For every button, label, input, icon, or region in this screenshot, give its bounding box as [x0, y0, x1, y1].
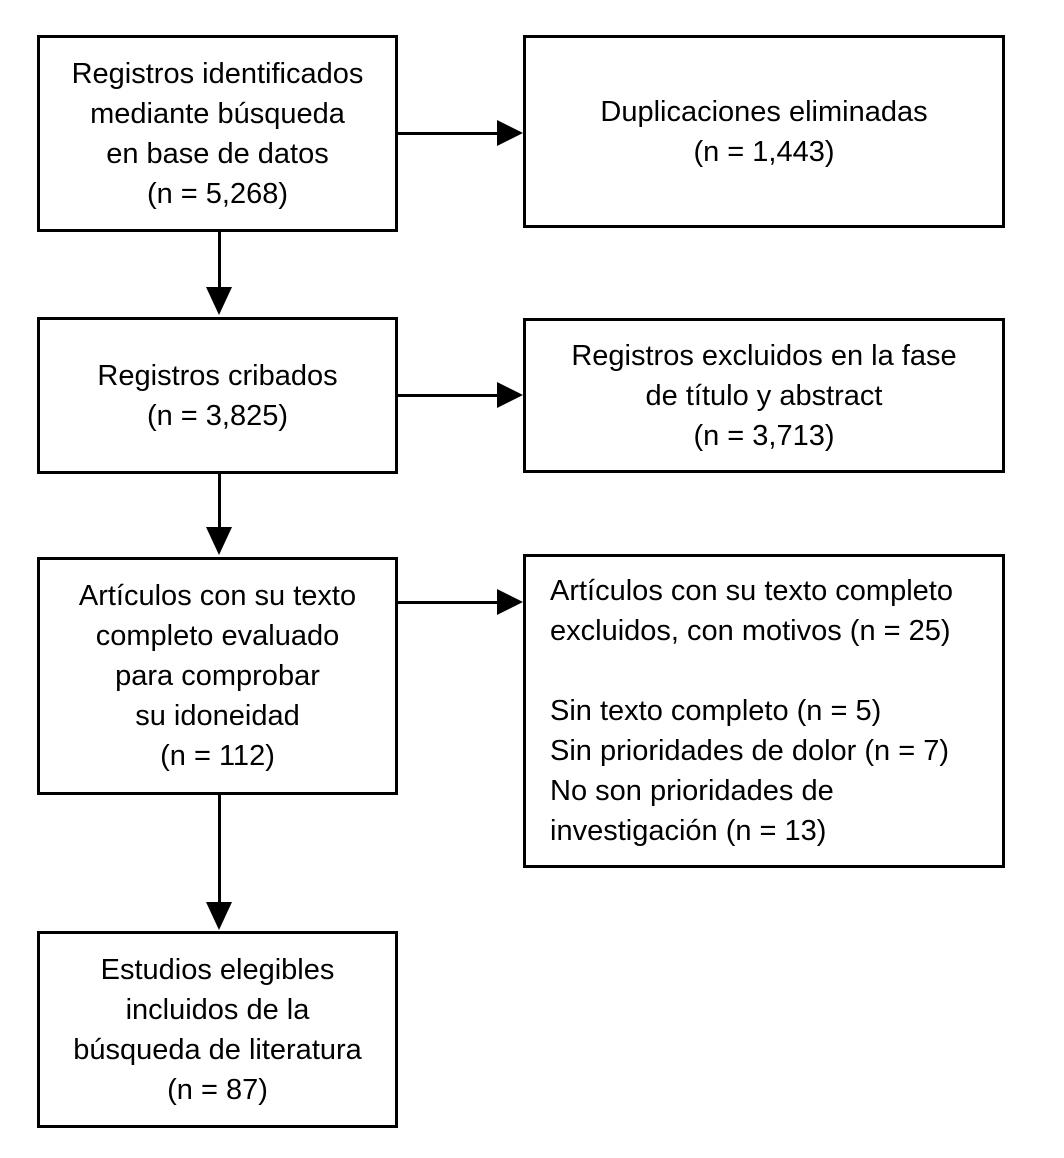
box-text-line: excluidos, con motivos (n = 25) — [550, 615, 951, 647]
arrow-line — [218, 232, 221, 289]
box-text-line: mediante búsqueda — [90, 97, 345, 130]
arrowhead-down-icon — [206, 287, 232, 315]
arrow-line — [398, 394, 499, 397]
box-text-line: Artículos con su texto — [78, 580, 357, 612]
box-text-line: búsqueda de literatura — [73, 1033, 362, 1066]
box-text-line: (n = 87) — [167, 1073, 268, 1106]
box-text-line: Sin texto completo (n = 5) — [550, 695, 882, 727]
box-records-identified — [37, 35, 398, 232]
box-fulltext-excluded-with-reasons — [523, 554, 1005, 868]
arrowhead-right-icon — [497, 382, 523, 408]
box-text-line: Artículos con su texto completo — [550, 575, 953, 607]
arrow-line — [398, 601, 499, 604]
box-text-line: Registros cribados — [97, 359, 338, 392]
arrow-line — [218, 474, 221, 529]
arrowhead-right-icon — [497, 589, 523, 615]
box-text-line: Duplicaciones eliminadas — [600, 95, 928, 128]
arrow-line — [218, 795, 221, 904]
box-text-line: completo evaluado — [95, 620, 340, 652]
box-text-line: No son prioridades de — [550, 775, 834, 807]
box-text-line: Registros identificados — [71, 57, 364, 90]
arrowhead-down-icon — [206, 527, 232, 555]
box-duplicates-removed — [523, 35, 1005, 228]
box-text-line: investigación (n = 13) — [550, 815, 827, 847]
arrowhead-down-icon — [206, 902, 232, 930]
arrowhead-right-icon — [497, 120, 523, 146]
box-text-line: (n = 5,268) — [146, 177, 289, 210]
box-text-line: (n = 3,825) — [146, 399, 289, 432]
box-text-line: en base de datos — [106, 137, 329, 170]
box-text-line: (n = 1,443) — [693, 135, 835, 168]
box-text-line: incluidos de la — [125, 993, 310, 1026]
box-text-line: Registros excluidos en la fase — [571, 339, 957, 372]
box-text-line: Estudios elegibles — [100, 953, 335, 986]
box-text-line: (n = 112) — [160, 740, 275, 772]
arrow-line — [398, 132, 499, 135]
box-eligible-studies-included — [37, 931, 398, 1128]
box-text-line: para comprobar — [115, 660, 320, 692]
box-text-line: de título y abstract — [645, 379, 883, 412]
box-text-line: Sin prioridades de dolor (n = 7) — [550, 735, 949, 767]
box-records-excluded-title-abstract — [523, 318, 1005, 473]
box-text-line: su idoneidad — [135, 700, 300, 732]
box-text-line: (n = 3,713) — [693, 419, 835, 452]
box-fulltext-assessed — [37, 557, 398, 795]
box-records-screened — [37, 317, 398, 474]
